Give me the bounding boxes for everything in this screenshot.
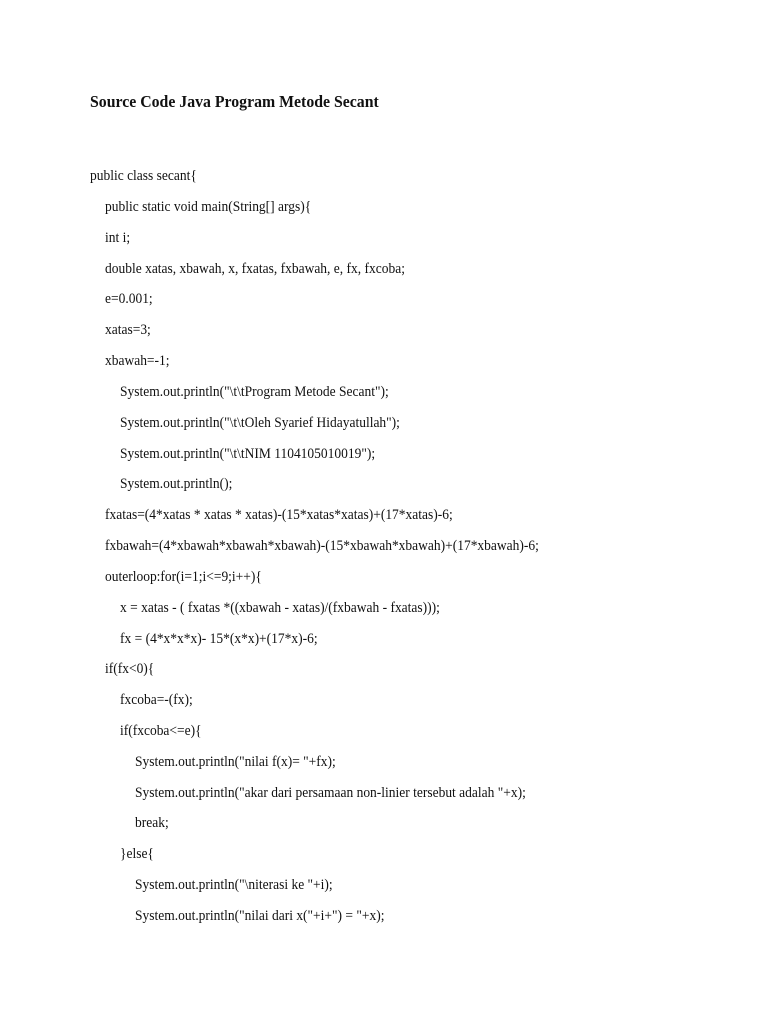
code-line: System.out.println("nilai f(x)= "+fx); [135, 754, 336, 770]
code-line: if(fxcoba<=e){ [120, 723, 202, 739]
code-line: double xatas, xbawah, x, fxatas, fxbawah, e, fx, fxcoba; [105, 261, 405, 277]
code-line: xatas=3; [105, 322, 151, 338]
code-line: fxatas=(4*xatas * xatas * xatas)-(15*xatas*xatas)+(17*xatas)-6; [105, 507, 453, 523]
code-line: if(fx<0){ [105, 661, 155, 677]
code-line: System.out.println("\t\tOleh Syarief Hidayatullah"); [120, 415, 400, 431]
code-line: System.out.println(); [120, 476, 233, 492]
code-line: e=0.001; [105, 291, 153, 307]
code-line: public static void main(String[] args){ [105, 199, 312, 215]
document-title: Source Code Java Program Metode Secant [90, 92, 379, 111]
code-line: }else{ [120, 846, 154, 862]
code-line: x = xatas - ( fxatas *((xbawah - xatas)/(fxbawah - fxatas))); [120, 600, 440, 616]
code-line: System.out.println("akar dari persamaan non-linier tersebut adalah "+x); [135, 785, 526, 801]
code-line: outerloop:for(i=1;i<=9;i++){ [105, 569, 262, 585]
code-line: fxcoba=-(fx); [120, 692, 193, 708]
code-line: break; [135, 815, 169, 831]
code-line: System.out.println("nilai dari x("+i+") = "+x); [135, 908, 385, 924]
code-line: xbawah=-1; [105, 353, 170, 369]
code-line: System.out.println("\t\tProgram Metode Secant"); [120, 384, 389, 400]
code-line: System.out.println("\t\tNIM 1104105010019"); [120, 446, 376, 462]
code-line: int i; [105, 230, 131, 246]
code-line: System.out.println("\niterasi ke "+i); [135, 877, 333, 893]
code-line: public class secant{ [90, 168, 197, 184]
code-line: fxbawah=(4*xbawah*xbawah*xbawah)-(15*xbawah*xbawah)+(17*xbawah)-6; [105, 538, 539, 554]
code-line: fx = (4*x*x*x)- 15*(x*x)+(17*x)-6; [120, 631, 318, 647]
